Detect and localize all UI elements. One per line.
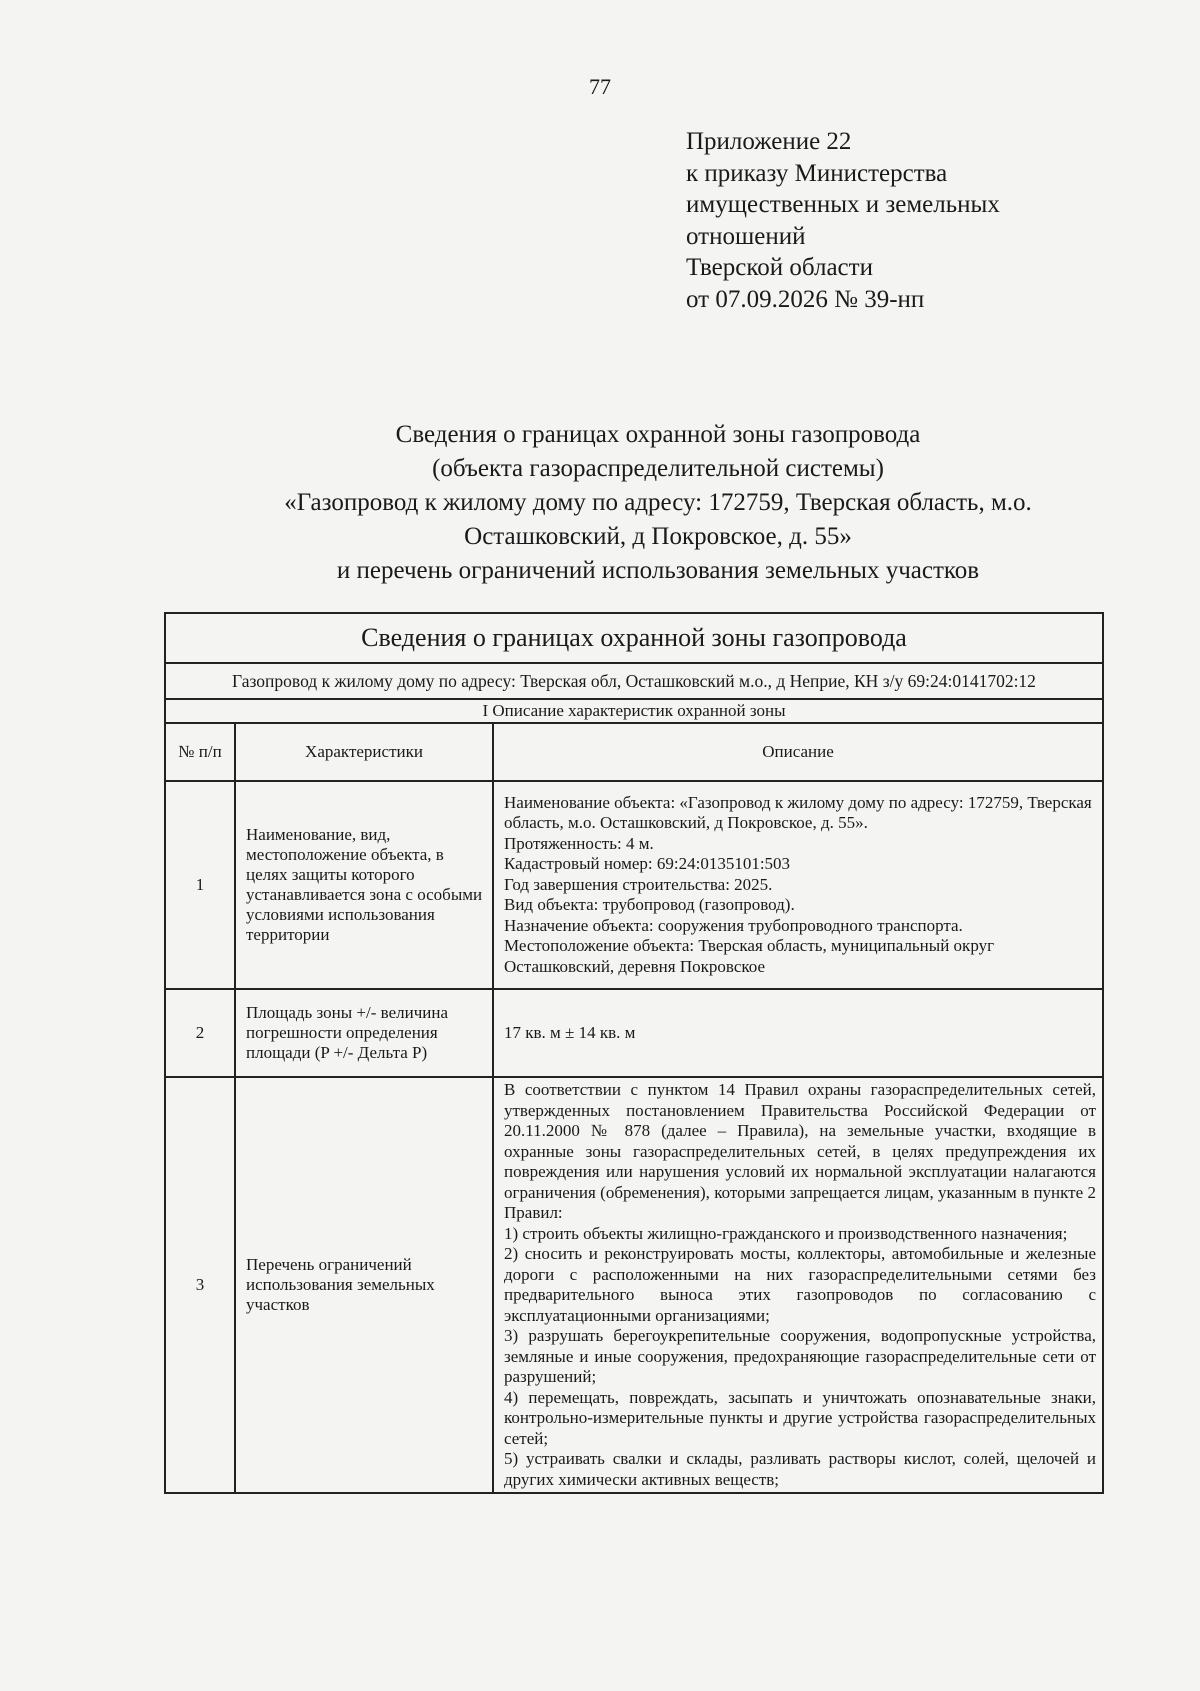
heading-line: «Газопровод к жилому дому по адресу: 172759, Тверская область, м.о.	[284, 489, 1032, 516]
description-line: 2) сносить и реконструировать мосты, коллекторы, автомобильные и железные дороги с расположенными на них газораспределительными сетями без предварительного выноса этих газопроводов по согласованию с эксплуатационными организациями;	[504, 1244, 1096, 1325]
appendix-line: Приложение 22	[686, 128, 852, 155]
description-line: Назначение объекта: сооружения трубопроводного транспорта.	[504, 915, 963, 935]
description-line: Кадастровый номер: 69:24:0135101:503	[504, 854, 791, 874]
table-title: Сведения о границах охранной зоны газопровода	[165, 613, 1103, 663]
description-line: 17 кв. м ± 14 кв. м	[504, 1022, 636, 1042]
row-description	[493, 781, 1103, 989]
table-row	[165, 781, 1103, 989]
page-number: 77	[589, 74, 611, 99]
table-row	[165, 1077, 1103, 1493]
column-header-num: № п/п	[165, 723, 235, 781]
row-number: 1	[165, 781, 235, 989]
heading-line: Сведения о границах охранной зоны газопровода	[395, 421, 921, 448]
appendix-line: от 07.09.2026 № 39-нп	[686, 285, 925, 313]
description-line: Протяженность: 4 м.	[504, 833, 654, 853]
row-characteristic: Перечень ограничений использования земельных участков	[235, 1077, 493, 1493]
description-line: 1) строить объекты жилищно-гражданского и производственного назначения;	[504, 1223, 1068, 1243]
description-line: 3) разрушать берегоукрепительные сооружения, водопропускные устройства, земляные и иные сооружения, предохраняющие газораспределительные сети от разрушений;	[504, 1326, 1096, 1386]
row-characteristic: Площадь зоны +/- величина погрешности определения площади (P +/- Дельта P)	[235, 989, 493, 1077]
appendix-line: Тверской области	[686, 254, 873, 281]
description-line: 4) перемещать, повреждать, засыпать и уничтожать опознавательные знаки, контрольно-измерительные пункты и другие устройства газораспределительных сетей;	[504, 1387, 1096, 1448]
description-line: Вид объекта: трубопровод (газопровод).	[504, 895, 795, 915]
column-header-characteristics: Характеристики	[235, 723, 493, 781]
appendix-block	[686, 126, 1000, 315]
appendix-line: отношений	[686, 222, 806, 250]
appendix-line: имущественных и земельных	[686, 191, 1000, 218]
description-line: Год завершения строительства: 2025.	[504, 874, 773, 894]
table-subtitle: Газопровод к жилому дому по адресу: Тверская обл, Осташковский м.о., д Неприе, КН з/у 69:24:0141702:12	[165, 663, 1103, 699]
row-description	[493, 1077, 1103, 1493]
table-row	[165, 989, 1103, 1077]
row-number: 2	[165, 989, 235, 1077]
heading-line: и перечень ограничений использования земельных участков	[336, 557, 980, 584]
row-characteristic: Наименование, вид, местоположение объекта, в целях защиты которого устанавливается зона с особыми условиями использования территории	[235, 781, 493, 989]
column-header-description: Описание	[493, 723, 1103, 781]
table-section-title: I Описание характеристик охранной зоны	[165, 699, 1103, 723]
document-heading	[150, 418, 1166, 588]
description-line: Наименование объекта: «Газопровод к жилому дому по адресу: 172759, Тверская область, м.о. Осташковский, д Покровское, д. 55».	[504, 792, 1092, 833]
description-line: Местоположение объекта: Тверская область, муниципальный округ Осташковский, деревня Покровское	[504, 936, 995, 976]
zone-table	[164, 612, 1104, 1494]
row-description	[493, 989, 1103, 1077]
table-header-row	[165, 723, 1103, 781]
row-number: 3	[165, 1077, 235, 1493]
description-line: 5) устраивать свалки и склады, разливать растворы кислот, солей, щелочей и других химически активных веществ;	[504, 1449, 1096, 1489]
appendix-line: к приказу Министерства	[686, 159, 948, 187]
description-line: В соответствии с пунктом 14 Правил охраны газораспределительных сетей, утвержденных постановлением Правительства Российской Федерации от 20.11.2000 № 878 (далее – Правила), на земельные участки, входящие в охранные зоны газораспределительных сетей, в целях предупреждения их повреждения или нарушения условий их нормальной эксплуатации налагаются ограничения (обременения), которыми запрещается лицам, указанным в пункте 2 Правил:	[504, 1080, 1096, 1222]
heading-line: Осташковский, д Покровское, д. 55»	[464, 523, 852, 550]
heading-line: (объекта газораспределительной системы)	[432, 455, 884, 482]
